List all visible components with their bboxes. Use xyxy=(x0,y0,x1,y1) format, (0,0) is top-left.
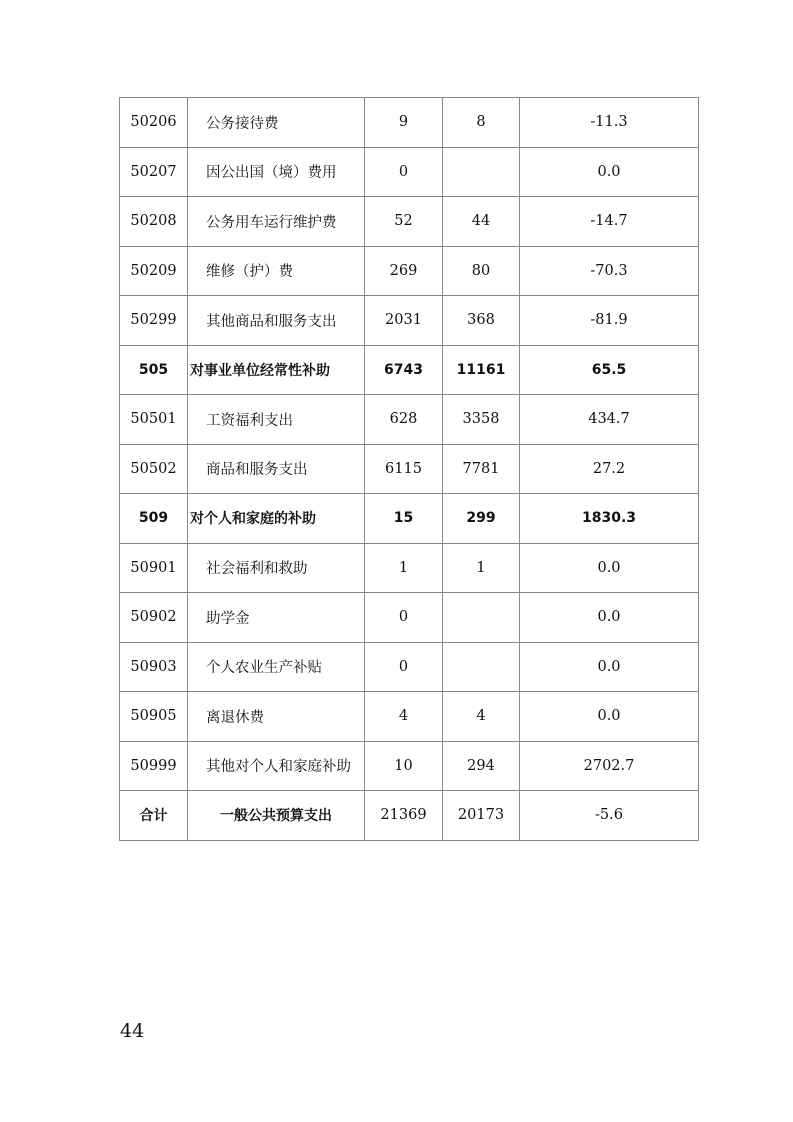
table-row xyxy=(120,98,699,148)
cell-value-1: 6743 xyxy=(365,345,443,395)
cell-value-1: 269 xyxy=(365,246,443,296)
cell-change: 434.7 xyxy=(520,395,699,445)
cell-code: 50902 xyxy=(120,593,188,643)
cell-change: 0.0 xyxy=(520,692,699,742)
cell-value-1: 52 xyxy=(365,197,443,247)
cell-value-1: 0 xyxy=(365,593,443,643)
cell-name: 其他商品和服务支出 xyxy=(188,296,365,346)
cell-value-1: 2031 xyxy=(365,296,443,346)
cell-value-1: 9 xyxy=(365,98,443,148)
cell-code: 50905 xyxy=(120,692,188,742)
cell-code: 50206 xyxy=(120,98,188,148)
cell-value-2: 20173 xyxy=(443,791,520,841)
cell-name: 对个人和家庭的补助 xyxy=(188,494,365,544)
cell-value-1: 15 xyxy=(365,494,443,544)
cell-value-1: 4 xyxy=(365,692,443,742)
cell-value-2: 8 xyxy=(443,98,520,148)
budget-expenditure-table xyxy=(119,97,699,841)
cell-code: 509 xyxy=(120,494,188,544)
cell-code: 50299 xyxy=(120,296,188,346)
cell-value-1: 1 xyxy=(365,543,443,593)
cell-name: 个人农业生产补贴 xyxy=(188,642,365,692)
cell-value-1: 10 xyxy=(365,741,443,791)
cell-value-1: 628 xyxy=(365,395,443,445)
cell-value-2: 44 xyxy=(443,197,520,247)
cell-name: 公务接待费 xyxy=(188,98,365,148)
cell-change: 0.0 xyxy=(520,147,699,197)
cell-name: 其他对个人和家庭补助 xyxy=(188,741,365,791)
cell-value-2: 1 xyxy=(443,543,520,593)
cell-value-2: 11161 xyxy=(443,345,520,395)
cell-value-2 xyxy=(443,147,520,197)
cell-change: 0.0 xyxy=(520,593,699,643)
cell-name: 一般公共预算支出 xyxy=(188,791,365,841)
table-row xyxy=(120,197,699,247)
cell-change: -5.6 xyxy=(520,791,699,841)
cell-change: 65.5 xyxy=(520,345,699,395)
cell-value-2: 368 xyxy=(443,296,520,346)
cell-code: 50903 xyxy=(120,642,188,692)
table-row xyxy=(120,147,699,197)
cell-code: 505 xyxy=(120,345,188,395)
cell-code: 50999 xyxy=(120,741,188,791)
cell-value-2: 4 xyxy=(443,692,520,742)
cell-change: -11.3 xyxy=(520,98,699,148)
cell-name: 工资福利支出 xyxy=(188,395,365,445)
cell-value-2 xyxy=(443,593,520,643)
table-row xyxy=(120,494,699,544)
cell-code: 合计 xyxy=(120,791,188,841)
cell-code: 50501 xyxy=(120,395,188,445)
cell-code: 50901 xyxy=(120,543,188,593)
table-row xyxy=(120,246,699,296)
table-row xyxy=(120,444,699,494)
page-number: 44 xyxy=(120,1020,145,1042)
cell-name: 公务用车运行维护费 xyxy=(188,197,365,247)
cell-name: 社会福利和救助 xyxy=(188,543,365,593)
table-row xyxy=(120,543,699,593)
cell-change: 0.0 xyxy=(520,543,699,593)
cell-value-2: 294 xyxy=(443,741,520,791)
table-row xyxy=(120,642,699,692)
cell-name: 离退休费 xyxy=(188,692,365,742)
cell-name: 因公出国（境）费用 xyxy=(188,147,365,197)
cell-value-2: 299 xyxy=(443,494,520,544)
cell-value-1: 21369 xyxy=(365,791,443,841)
cell-value-2: 3358 xyxy=(443,395,520,445)
table-body xyxy=(120,98,699,841)
cell-value-2: 7781 xyxy=(443,444,520,494)
cell-value-2: 80 xyxy=(443,246,520,296)
cell-value-2 xyxy=(443,642,520,692)
cell-name: 商品和服务支出 xyxy=(188,444,365,494)
cell-change: 1830.3 xyxy=(520,494,699,544)
cell-change: 27.2 xyxy=(520,444,699,494)
cell-change: -70.3 xyxy=(520,246,699,296)
table-row xyxy=(120,395,699,445)
cell-value-1: 6115 xyxy=(365,444,443,494)
table-row xyxy=(120,345,699,395)
cell-value-1: 0 xyxy=(365,147,443,197)
table-row xyxy=(120,741,699,791)
table-row xyxy=(120,593,699,643)
cell-code: 50209 xyxy=(120,246,188,296)
table-row xyxy=(120,296,699,346)
cell-name: 助学金 xyxy=(188,593,365,643)
cell-code: 50208 xyxy=(120,197,188,247)
cell-code: 50502 xyxy=(120,444,188,494)
cell-code: 50207 xyxy=(120,147,188,197)
cell-name: 维修（护）费 xyxy=(188,246,365,296)
cell-change: -14.7 xyxy=(520,197,699,247)
table-row xyxy=(120,692,699,742)
cell-value-1: 0 xyxy=(365,642,443,692)
cell-change: 0.0 xyxy=(520,642,699,692)
cell-change: 2702.7 xyxy=(520,741,699,791)
table-row xyxy=(120,791,699,841)
cell-name: 对事业单位经常性补助 xyxy=(188,345,365,395)
cell-change: -81.9 xyxy=(520,296,699,346)
